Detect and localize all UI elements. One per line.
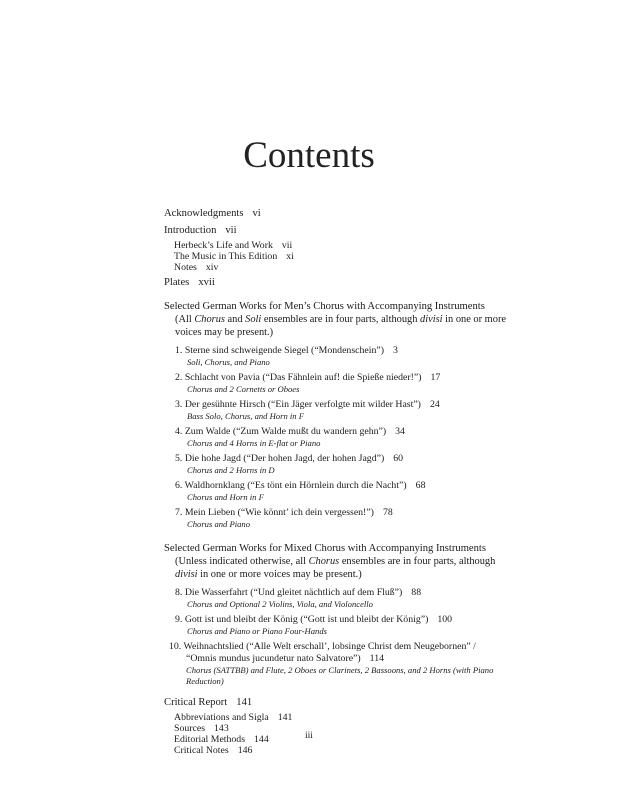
note-text: ensembles are in four parts, although [261,314,421,325]
note-text: Chorus [194,314,225,325]
work-number: 9. [175,614,183,625]
work-page: 100 [437,614,453,625]
work-scoring: Soli, Chorus, and Piano [187,357,270,367]
work-entry[interactable] [175,372,584,395]
toc-entry-acknowledgments[interactable] [164,208,584,221]
work-number: 4. [175,426,183,437]
toc-entry-critical-report[interactable] [164,697,584,710]
work-page: 78 [382,507,393,518]
note-text: in one or more voices may be present.) [175,314,507,338]
section-note [175,313,515,339]
work-number: 1. [175,345,183,356]
work-page: 114 [369,653,385,664]
work-scoring: Chorus and Optional 2 Violins, Viola, and Violoncello [187,599,373,609]
page-title: Contents [243,135,375,176]
toc-entry-introduction[interactable] [164,225,584,238]
entry-label: Herbeck’s Life and Work [174,239,273,251]
entry-page: vi [252,208,261,219]
work-page: 68 [415,480,426,491]
entry-page: vii [281,239,293,251]
work-number: 6. [175,480,183,491]
toc-subentry[interactable] [174,712,584,723]
work-title: Die hohe Jagd (“Der hohen Jagd, der hohen Jagd”) [184,453,385,464]
work-title: Weihnachtslied (“Alle Welt erschall’, lobsinge Christ dem Neugebornen” / [183,641,476,652]
entry-label: Abbreviations and Sigla [174,711,269,723]
work-page: 17 [430,372,441,383]
entry-page: xvii [198,277,215,289]
work-entry[interactable] [175,507,584,530]
introduction-subentries [164,240,584,274]
work-number: 3. [175,399,183,410]
section-title[interactable]: Selected German Works for Men’s Chorus with Accompanying Instruments [164,301,485,312]
note-text: in one or more voices may be present.) [197,569,362,580]
work-entry[interactable] [175,399,584,422]
work-title: Zum Walde (“Zum Walde mußt du wandern gehn”) [184,426,387,437]
work-entry[interactable] [175,587,584,610]
toc-subentry[interactable] [174,251,584,262]
work-entry[interactable] [175,480,584,503]
work-title: Waldhornklang (“Es tönt ein Hörnlein durch die Nacht”) [184,480,407,491]
work-number: 10. [169,641,182,652]
work-scoring: Chorus and 4 Horns in E-flat or Piano [187,438,321,448]
entry-page: xiv [205,262,219,273]
work-title-continued: “Omnis mundus jucundetur nato Salvatore”) [186,653,361,664]
work-entry[interactable] [175,453,584,476]
note-text: Chorus [308,556,340,567]
work-title: Mein Lieben (“Wie könnt’ ich dein vergessen!”) [184,507,374,518]
work-scoring: Bass Solo, Chorus, and Horn in F [187,411,304,421]
note-text: and [224,314,246,325]
work-scoring: Chorus and Horn in F [187,492,264,502]
entry-label: Plates [164,277,190,289]
note-text: Soli [245,314,262,325]
work-title: Der gesühnte Hirsch (“Ein Jäger verfolgte mit wilder Hast”) [184,399,421,410]
work-entry[interactable] [169,641,584,687]
work-scoring: Chorus and 2 Horns in D [187,465,275,475]
entry-page: vii [225,224,237,236]
work-entry[interactable] [175,614,584,637]
work-page: 88 [411,587,422,598]
section-note [175,555,515,581]
work-scoring: Chorus and Piano or Piano Four-Hands [187,626,327,636]
entry-label: Editorial Methods [174,734,246,746]
entry-page: 141 [277,711,293,723]
work-number: 8. [175,587,183,598]
note-text: divisi [175,569,198,580]
work-scoring: Chorus (SATTBB) and Flute, 2 Oboes or Clarinets, 2 Bassoons, and 2 Horns (with Piano Reduction) [186,665,494,686]
note-text: divisi [420,314,443,325]
work-page: 60 [393,453,404,464]
toc-entry-plates[interactable] [164,277,584,290]
work-page: 3 [392,345,398,356]
work-page: 34 [395,426,405,437]
entry-label: Sources [174,723,206,734]
work-title: Gott ist und bleibt der König (“Gott ist und bleibt der König”) [184,614,429,625]
entry-label: Notes [174,262,197,273]
work-number: 5. [175,453,183,464]
toc-subentry[interactable] [174,262,584,273]
entry-label: Acknowledgments [164,208,244,219]
entry-label: Critical Report [164,697,228,708]
entry-page: 143 [214,723,229,734]
note-text: ensembles are in four parts, although [339,556,496,567]
work-number: 7. [175,507,183,518]
entry-page: xi [286,250,294,262]
work-title: Sterne sind schweigende Siegel (“Mondenschein”) [184,345,384,356]
work-scoring: Chorus and Piano [187,519,251,529]
work-page: 24 [429,399,440,410]
work-entry[interactable] [175,426,584,449]
work-entry[interactable] [175,345,584,368]
work-number: 2. [175,372,183,383]
work-title: Schlacht von Pavia (“Das Fähnlein auf! die Spieße nieder!”) [184,372,422,383]
entry-label: Introduction [164,224,217,236]
work-title: Die Wasserfahrt (“Und gleitet nächtlich auf dem Fluß”) [184,587,403,598]
entry-page: 141 [236,697,253,708]
section-title[interactable]: Selected German Works for Mixed Chorus with Accompanying Instruments [164,543,487,554]
page-number: iii [305,731,313,741]
entry-page: 144 [254,734,269,746]
section-mixed-chorus [164,542,584,687]
entry-label: Critical Notes [174,745,229,757]
entry-label: The Music in This Edition [174,250,278,262]
note-text: (Unless indicated otherwise, all [175,556,309,567]
work-scoring: Chorus and 2 Cornetts or Oboes [187,384,300,394]
note-text: (All [175,314,195,325]
section-mens-chorus [164,300,584,530]
entry-page: 146 [237,745,253,757]
toc-subentry[interactable] [174,240,584,251]
table-of-contents [164,208,584,757]
toc-subentry[interactable] [174,745,584,756]
